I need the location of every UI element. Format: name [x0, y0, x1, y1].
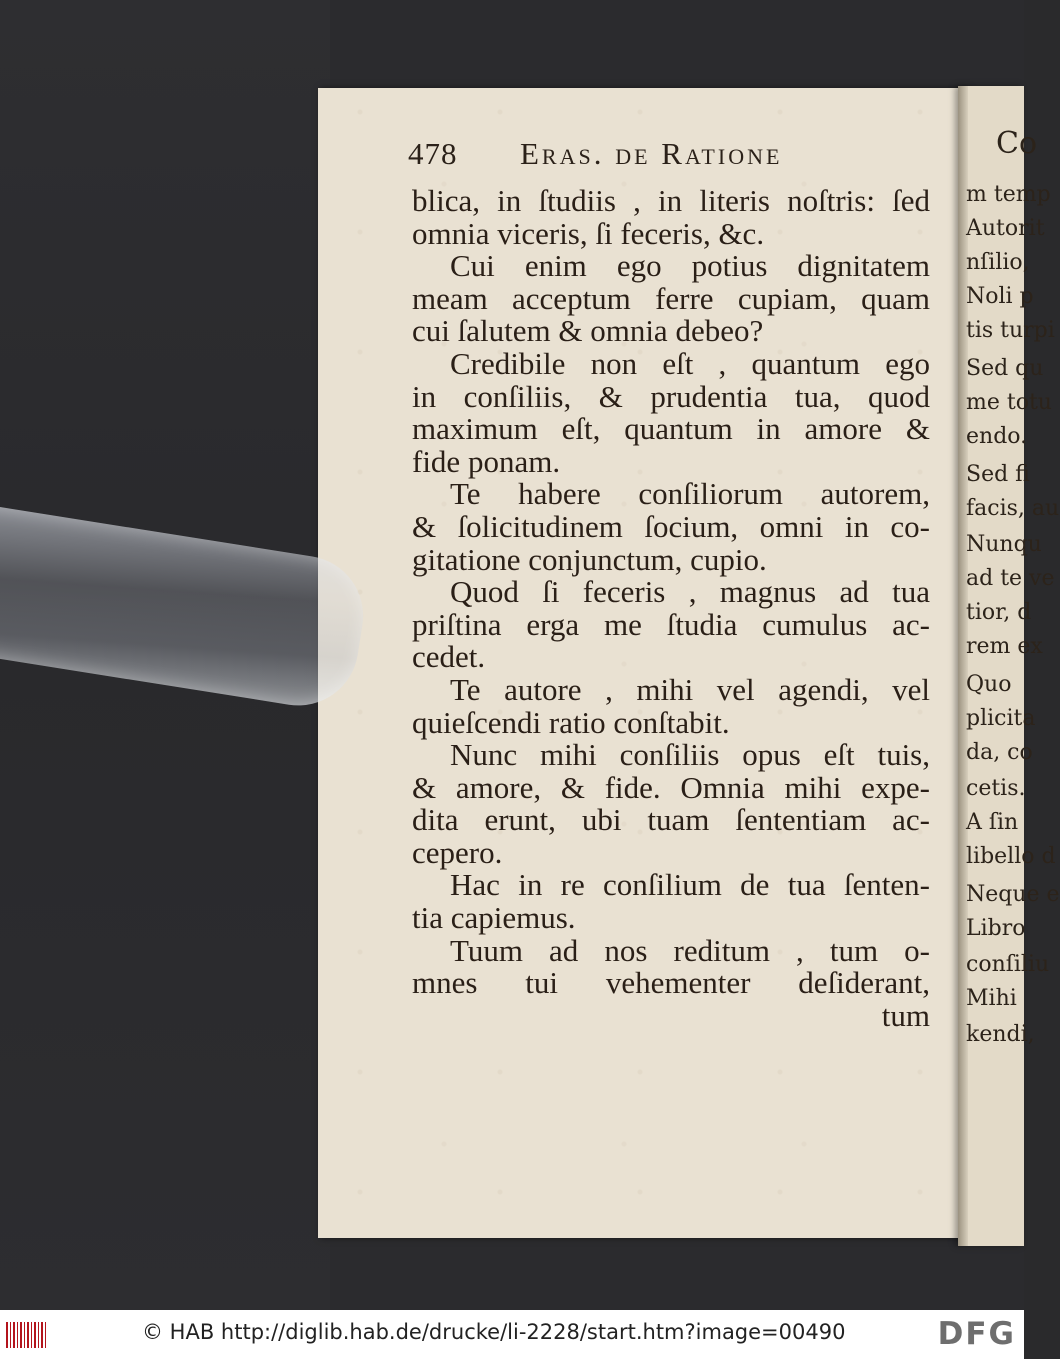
facing-page-fragment: Quo — [966, 672, 1012, 697]
hab-logo-icon — [6, 1322, 46, 1348]
text-line: tum — [881, 997, 930, 1033]
text-line: cui ſalutem & omnia debeo? — [412, 313, 764, 349]
copyright-link[interactable]: © HAB http://diglib.hab.de/drucke/li-2228/start.htm?image=00490 — [142, 1320, 846, 1344]
text-line: mnes tui vehementer deſiderant, — [412, 965, 930, 1001]
text-line: maximum eſt, quantum in amore & — [412, 411, 930, 447]
text-line: Credibile non eſt , quantum ego — [450, 345, 930, 381]
facing-page-fragment: cetis. — [966, 776, 1026, 801]
facing-page-fragment: kendi, — [966, 1022, 1035, 1047]
facing-page-fragment: Nunqu — [966, 532, 1042, 557]
facing-page-fragment: Libro — [966, 916, 1026, 941]
running-title: Eras. de Ratione — [520, 136, 783, 171]
text-line: gitatione conjunctum, cupio. — [412, 541, 767, 577]
text-line: Quod ſi feceris , magnus ad tua — [450, 574, 930, 610]
text-line: Tuum ad nos reditum , tum o- — [450, 932, 930, 968]
facing-page-fragment: A ſin — [966, 810, 1019, 835]
text-line: Te autore , mihi vel agendi, vel — [450, 671, 930, 707]
facing-page-fragment: Sed fi — [966, 462, 1030, 487]
facing-page-fragment: Noli p — [966, 284, 1034, 309]
text-line: Cui enim ego potius dignitatem — [450, 248, 930, 284]
facing-page-fragment: tior, d — [966, 600, 1032, 625]
facing-page-fragment: tis turpi — [966, 318, 1055, 343]
body-text — [412, 185, 930, 1032]
text-line: dita erunt, ubi tuam ſententiam ac- — [412, 802, 930, 838]
footer-bar — [0, 1310, 1024, 1359]
facing-page-fragment: me totu — [966, 390, 1052, 415]
text-line: cedet. — [412, 639, 486, 675]
text-line: tia capiemus. — [412, 900, 576, 936]
text-line: cepero. — [412, 834, 503, 870]
text-line: fide ponam. — [412, 443, 561, 479]
facing-page-fragment: endo. — [966, 424, 1028, 449]
facing-page-fragment: da, co — [966, 740, 1033, 765]
text-line: omnia viceris, ſi feceris, &c. — [412, 215, 765, 251]
text-line: Te habere conſiliorum autorem, — [450, 476, 930, 512]
text-line: Hac in re conſilium de tua ſenten- — [450, 867, 930, 903]
dfg-logo: DFG — [937, 1316, 1016, 1352]
facing-page-fragment: plicita — [966, 706, 1036, 731]
facing-page-fragment: facis, au — [966, 496, 1060, 521]
facing-page-fragment: rem ex — [966, 634, 1043, 659]
text-line: & ſolicitudinem ſocium, omni in co- — [412, 508, 930, 544]
page-number: 478 — [408, 136, 458, 171]
facing-page-fragment: nſilio, — [966, 250, 1030, 275]
facing-page-fragment: Neque e — [966, 882, 1060, 907]
facing-page-fragment: ad te ve — [966, 566, 1055, 591]
text-line: meam acceptum ferre cupiam, quam — [412, 280, 930, 316]
facing-page-edge — [958, 86, 1060, 1246]
facing-page-fragment: Co — [996, 126, 1038, 161]
text-line: in conſiliis, & prudentia tua, quod — [412, 378, 930, 414]
facing-page-fragment: libello d — [966, 844, 1056, 869]
facing-page-fragment: Sed qu — [966, 356, 1044, 381]
text-line: Nunc mihi conſiliis opus eſt tuis, — [450, 737, 930, 773]
text-line: priſtina erga me ſtudia cumulus ac- — [412, 606, 930, 642]
facing-page-fragment: Autorit — [966, 216, 1045, 241]
text-line: & amore, & fide. Omnia mihi expe- — [412, 769, 930, 805]
text-line: blica, in ſtudiis , in literis noſtris: ſed — [412, 183, 930, 218]
facing-page-fragment: conſiliu — [966, 952, 1050, 977]
facing-page-fragment: m temp — [966, 182, 1051, 207]
text-line: quieſcendi ratio conſtabit. — [412, 704, 730, 740]
facing-page-fragment: Mihi — [966, 986, 1017, 1011]
